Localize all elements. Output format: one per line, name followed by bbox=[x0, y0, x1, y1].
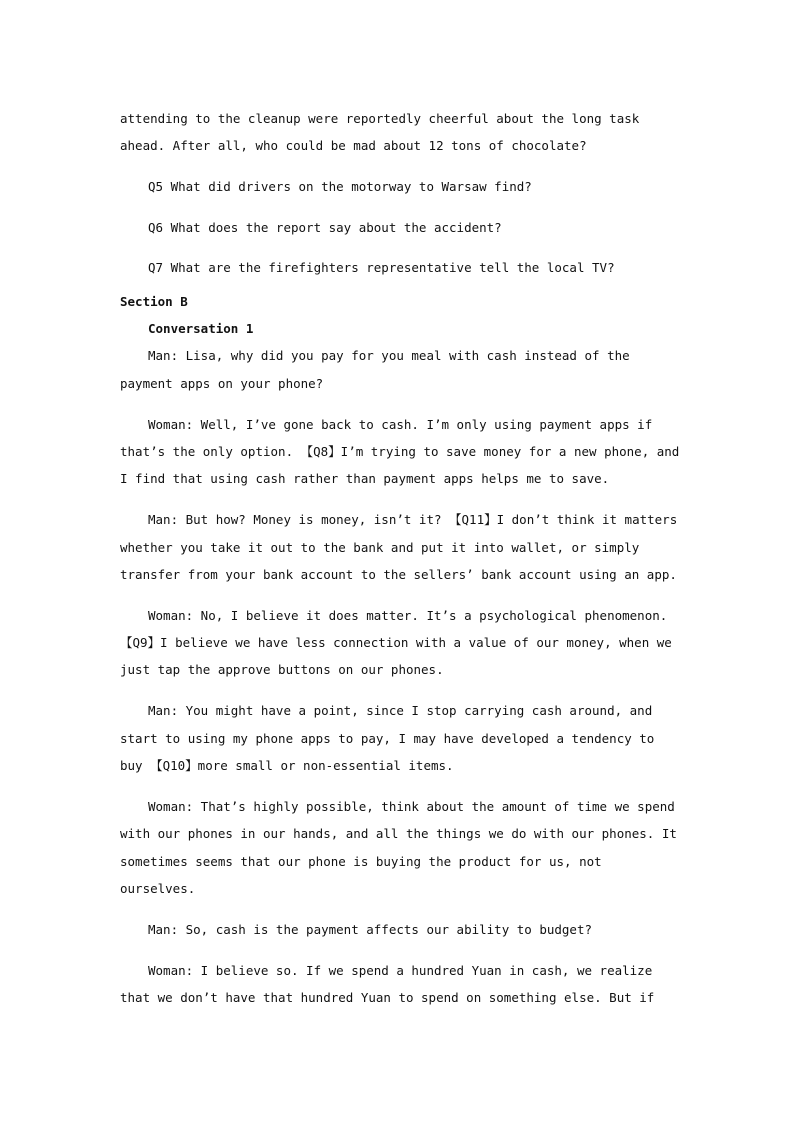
dialogue-line-1: Man: Lisa, why did you pay for you meal with cash instead of the payment apps on your phone? bbox=[120, 348, 630, 391]
dialogue-line-7: Man: So, cash is the payment affects our ability to budget? bbox=[148, 921, 593, 937]
question-q7: Q7 What are the firefighters representative tell the local TV? bbox=[148, 260, 615, 276]
dialogue-line-2: Woman: Well, I’ve gone back to cash. I’m only using payment apps if that’s the only option. 【Q8】I’m trying to save money for a new phone, and I find that using cash rather than payment apps helps me to save. bbox=[120, 416, 680, 487]
question-q6: Q6 What does the report say about the accident? bbox=[148, 219, 502, 235]
section-heading: Section B bbox=[120, 293, 188, 309]
page-content bbox=[120, 105, 680, 1025]
conversation-heading: Conversation 1 bbox=[148, 321, 254, 337]
dialogue-line-3: Man: But how? Money is money, isn’t it? 【Q11】I don’t think it matters whether you take it out to the bank and put it into wallet, or simply transfer from your bank account to the sellers’ bank account using an app. bbox=[120, 512, 678, 582]
dialogue-line-8: Woman: I believe so. If we spend a hundred Yuan in cash, we realize that we don’t have that hundred Yuan to spend on something else. But if bbox=[120, 962, 655, 1006]
dialogue-line-6: Woman: That’s highly possible, think about the amount of time we spend with our phones in our hands, and all the things we do with our phones. It sometimes seems that our phone is buying the product for us, not ourselves. bbox=[120, 798, 677, 896]
question-q5: Q5 What did drivers on the motorway to Warsaw find? bbox=[148, 179, 532, 195]
dialogue-line-4: Woman: No, I believe it does matter. It’s a psychological phenomenon. 【Q9】I believe we have less connection with a value of our money, when we just tap the approve buttons on our phones. bbox=[120, 607, 672, 678]
dialogue-line-5: Man: You might have a point, since I stop carrying cash around, and start to using my phone apps to pay, I may have developed a tendency to buy 【Q10】more small or non-essential items. bbox=[120, 703, 655, 773]
intro-paragraph: attending to the cleanup were reportedly cheerful about the long task ahead. After all, who could be mad about 12 tons of chocolate? bbox=[120, 111, 640, 154]
